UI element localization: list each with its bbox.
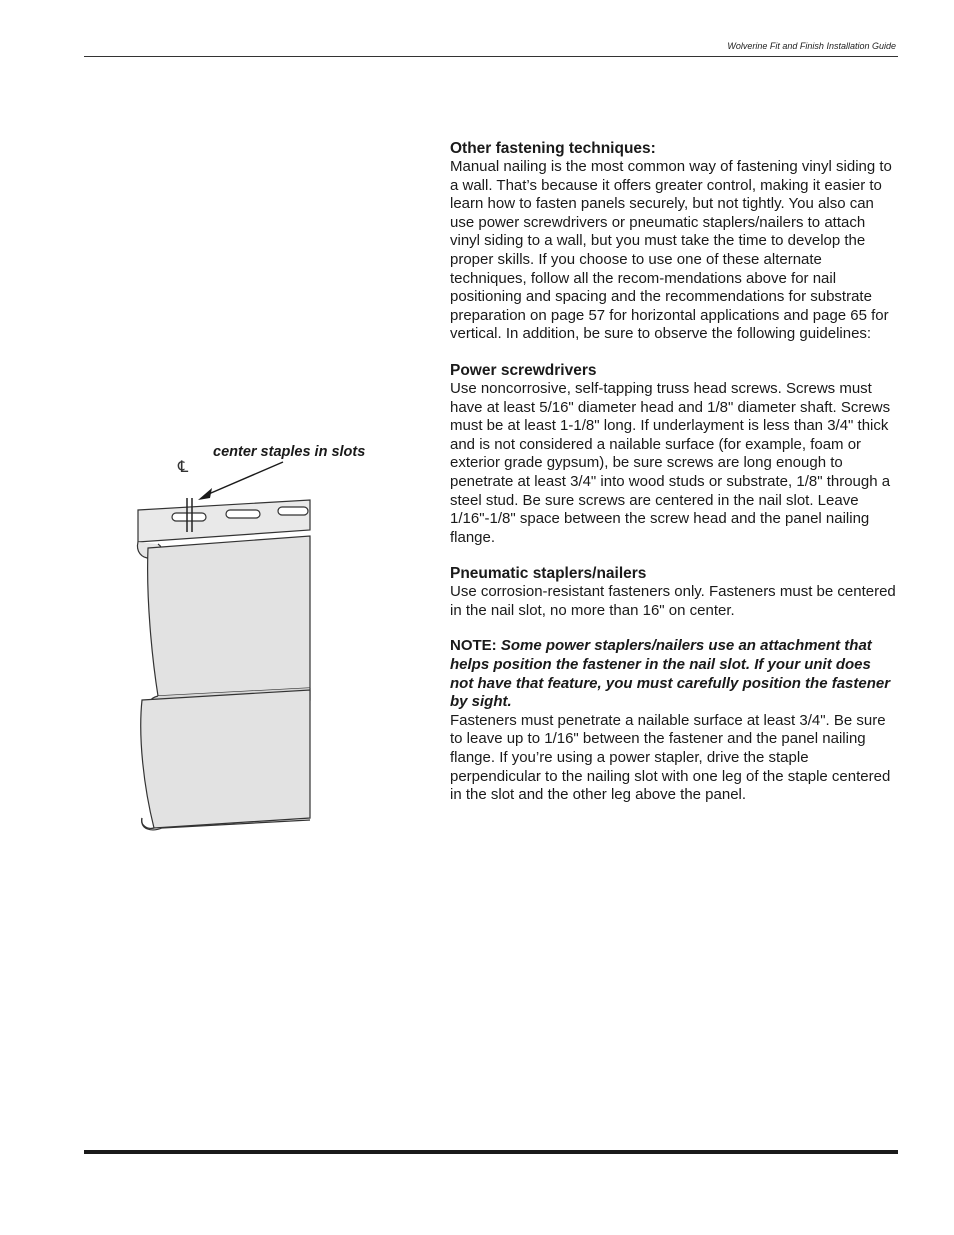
footer-rule [84, 1150, 898, 1154]
siding-panel-drawing [128, 438, 398, 838]
heading-other-techniques: Other fastening techniques: [450, 140, 656, 157]
figure-caption: center staples in slots [213, 444, 366, 460]
note-body: Some power staplers/nailers use an attachment that helps position the fastener in the nail slot. If your unit does not have that feature, you must carefully position the fastener by sight. [450, 637, 891, 711]
section-other-techniques [450, 139, 898, 344]
body-pneumatic: Use corrosion-resistant fasteners only. Fasteners must be centered in the nail slot, no more than 16" on center. [450, 583, 896, 619]
main-text-column [450, 139, 898, 805]
siding-illustration [128, 438, 398, 838]
running-header: Wolverine Fit and Finish Installation Guide [727, 41, 896, 51]
body-final: Fasteners must penetrate a nailable surface at least 3/4". Be sure to leave up to 1/16" between the fastener and the panel nailing flange. If you’re using a power stapler, drive the staple perpendicular to the nailing slot with one leg of the staple centered in the slot and the other leg above the panel. [450, 711, 891, 804]
section-power-screwdrivers [450, 361, 898, 547]
body-other-techniques: Manual nailing is the most common way of fastening vinyl siding to a wall. That’s because it offers greater control, making it easier to learn how to fasten panels securely, but not tightly. You also can use power screwdrivers or pneumatic staplers/nailers to attach vinyl siding to a wall, but you must take the time to develop the proper skills. If you choose to use one of these alternate techniques, follow all the recom-mendations above for nail positioning and spacing and the recommendations for substrate preparation on page 57 for horizontal applications and page 65 for vertical. In addition, be sure to observe the following guidelines: [450, 158, 892, 343]
note-paragraph [450, 637, 898, 711]
centerline-mark: ℄ [178, 457, 189, 476]
body-power-screwdrivers: Use noncorrosive, self-tapping truss head screws. Screws must have at least 5/16" diameter head and 1/8" diameter shaft. Screws must be at least 1-1/8" long. If underlayment is less than 3/4" thick and is not considered a nailable surface (for example, foam or exterior grade gypsum), be sure screws are long enough to penetrate at least 3/4" into wood studs or substrate, 1/8" through a steel stud. Be sure screws are centered in the nail slot. Leave 1/16"-1/8" space between the screw head and the panel nailing flange. [450, 379, 891, 546]
heading-power-screwdrivers: Power screwdrivers [450, 361, 597, 379]
section-pneumatic [450, 564, 898, 620]
note-label: NOTE: [450, 637, 497, 655]
header-rule [84, 56, 898, 57]
heading-pneumatic: Pneumatic staplers/nailers [450, 565, 647, 583]
